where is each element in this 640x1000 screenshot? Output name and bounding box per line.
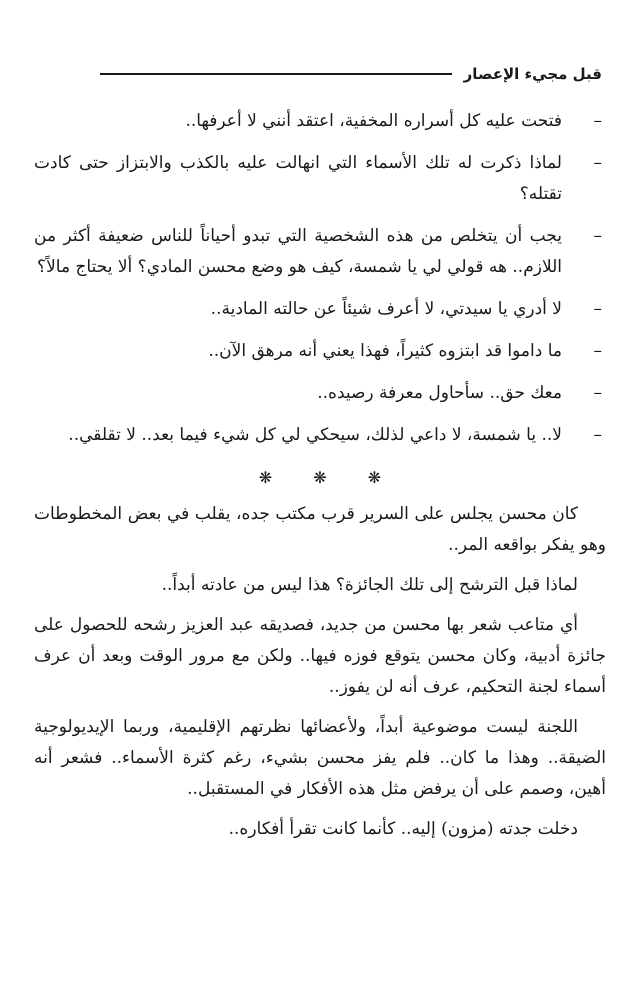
dialogue-line	[34, 294, 606, 325]
dialogue-dash: –	[593, 111, 602, 131]
header-rule	[100, 73, 452, 75]
dialogue-line	[34, 106, 606, 137]
paragraph: اللجنة ليست موضوعية أبداً، ولأعضائها نظرتهم الإقليمية، وربما الإيديولوجية الضيقة.. وهذا ما كان.. فلم يفز محسن بشيء، رغم كثرة الأسماء.. فشعر أنه أهين، وصمم على أن يرفض مثل هذه الأفكار في المستقبل..	[34, 717, 606, 799]
ornament-icon: ❋	[258, 468, 273, 487]
paragraph: كان محسن يجلس على السرير قرب مكتب جده، يقلب في بعض المخطوطات وهو يفكر بواقعه المر..	[34, 504, 606, 555]
dialogue-dash: –	[593, 425, 602, 445]
running-header	[100, 60, 602, 88]
ornament-icon: ❋	[313, 468, 327, 487]
dialogue-dash: –	[593, 341, 602, 361]
paragraph: دخلت جدته (مزون) إليه.. كأنما كانت تقرأ أفكاره..	[228, 819, 578, 839]
dialogue-text: لماذا ذكرت له تلك الأسماء التي انهالت عليه بالكذب والابتزاز حتى كادت تقتله؟	[34, 153, 562, 204]
dialogue-dash: –	[593, 299, 602, 319]
dialogue-line	[34, 336, 606, 367]
ornament-icon: ❋	[367, 468, 382, 487]
dialogue-text: لا.. يا شمسة، لا داعي لذلك، سيحكي لي كل شيء فيما بعد.. لا تقلقي..	[68, 425, 562, 445]
dialogue-text: فتحت عليه كل أسراره المخفية، اعتقد أنني لا أعرفها..	[185, 111, 562, 131]
header-title: قبل مجيء الإعصار	[463, 65, 602, 83]
dialogue-text: ما داموا قد ابتزوه كثيراً، فهذا يعني أنه مرهق الآن..	[208, 341, 562, 361]
dialogue-dash: –	[593, 383, 602, 403]
dialogue-line	[34, 420, 606, 451]
dialogue-text: لا أدري يا سيدتي، لا أعرف شيئاً عن حالته المادية..	[210, 299, 562, 319]
dialogue-dash: –	[593, 153, 602, 173]
dialogue-line	[34, 221, 606, 283]
dialogue-line	[34, 378, 606, 409]
dialogue-line	[34, 148, 606, 210]
section-break	[34, 462, 606, 493]
paragraph: أي متاعب شعر بها محسن من جديد، فصديقه عبد العزيز رشحه للحصول على جائزة أدبية، وكان محسن يتوقع فوزه فيها.. ولكن مع مرور الوقت وبعد أن عرف أسماء لجنة التحكيم، عرف أنه لن يفوز..	[34, 615, 606, 697]
dialogue-text: معك حق.. سأحاول معرفة رصيده..	[317, 383, 562, 403]
dialogue-dash: –	[593, 226, 602, 246]
dialogue-text: يجب أن يتخلص من هذه الشخصية التي تبدو أحياناً للناس ضعيفة أكثر من اللازم.. هه قولي لي يا شمسة، كيف هو وضع محسن المادي؟ ألا يحتاج مالاً؟	[34, 226, 562, 277]
page-body	[34, 106, 606, 854]
paragraph: لماذا قبل الترشح إلى تلك الجائزة؟ هذا ليس من عادته أبداً..	[161, 575, 578, 595]
